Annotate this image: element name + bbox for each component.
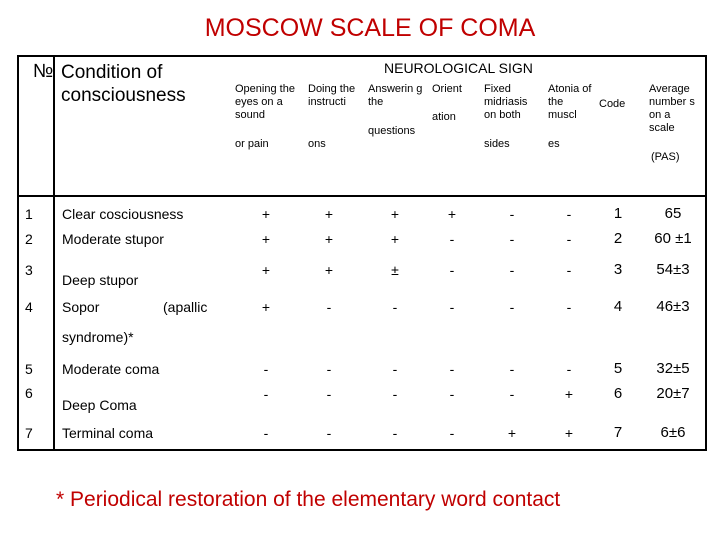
row-condition: Clear cosciousness xyxy=(62,206,184,222)
row-number: 7 xyxy=(25,425,33,441)
row-condition: Sopor xyxy=(62,299,100,315)
average-value: 54±3 xyxy=(656,261,690,278)
row-number: 4 xyxy=(25,299,33,315)
header-average: Average number s on a scale xyxy=(649,83,695,134)
eyes-value: + xyxy=(261,231,271,247)
row-condition: Moderate coma xyxy=(62,361,160,377)
midriasis-value: - xyxy=(509,361,515,377)
header-answering: Answerin g the xyxy=(368,83,423,108)
answering-value: - xyxy=(392,361,398,377)
average-value: 60 ±1 xyxy=(654,230,692,247)
answering-value: + xyxy=(390,206,400,222)
row-condition: Deep stupor xyxy=(62,272,139,288)
row-number: 3 xyxy=(25,262,33,278)
average-value: 65 xyxy=(664,205,682,222)
midriasis-value: - xyxy=(509,231,515,247)
atonia-value: + xyxy=(564,425,574,441)
instructions-value: - xyxy=(326,361,332,377)
instructions-value: - xyxy=(326,299,332,315)
neurological-sign-header: NEUROLOGICAL SIGN xyxy=(384,60,533,76)
answering-value: ± xyxy=(391,262,399,278)
header-answering-cont: questions xyxy=(368,125,416,137)
instructions-value: + xyxy=(324,231,334,247)
code-value: 2 xyxy=(613,230,623,247)
row-number: 5 xyxy=(25,361,33,377)
row-number: 2 xyxy=(25,231,33,247)
row-number: 1 xyxy=(25,206,33,222)
row-condition: Terminal coma xyxy=(62,425,154,441)
instructions-value: + xyxy=(324,206,334,222)
orientation-value: - xyxy=(449,299,455,315)
orientation-value: - xyxy=(449,262,455,278)
code-value: 4 xyxy=(613,298,623,315)
midriasis-value: - xyxy=(509,206,515,222)
condition-header: Condition of consciousness xyxy=(61,62,186,106)
average-value: 20±7 xyxy=(656,385,690,402)
header-atonia-cont: es xyxy=(548,138,560,150)
average-value: 32±5 xyxy=(656,360,690,377)
instructions-value: - xyxy=(326,386,332,402)
instructions-value: + xyxy=(324,262,334,278)
code-value: 3 xyxy=(613,261,623,278)
code-value: 6 xyxy=(613,385,623,402)
average-value: 6±6 xyxy=(660,424,686,441)
average-value: 46±3 xyxy=(656,298,690,315)
header-fixed-midriasis: Fixed midriasis on both xyxy=(484,83,528,121)
atonia-value: - xyxy=(566,206,572,222)
orientation-value: - xyxy=(449,361,455,377)
column-separator xyxy=(53,55,55,451)
orientation-value: - xyxy=(449,231,455,247)
eyes-value: + xyxy=(261,299,271,315)
eyes-value: - xyxy=(263,425,269,441)
header-code: Code xyxy=(599,98,626,110)
midriasis-value: - xyxy=(509,386,515,402)
atonia-value: - xyxy=(566,231,572,247)
footnote: * Periodical restoration of the elementary word contact xyxy=(56,488,561,511)
midriasis-value: - xyxy=(509,299,515,315)
code-value: 1 xyxy=(613,205,623,222)
code-value: 5 xyxy=(613,360,623,377)
instructions-value: - xyxy=(326,425,332,441)
number-header: № xyxy=(33,61,54,82)
row-condition-extra: syndrome)* xyxy=(62,329,134,345)
midriasis-value: - xyxy=(509,262,515,278)
orientation-value: - xyxy=(449,386,455,402)
row-condition: Deep Coma xyxy=(62,397,137,413)
answering-value: + xyxy=(390,231,400,247)
header-doing-instructions-cont: ons xyxy=(308,138,326,150)
orientation-value: + xyxy=(447,206,457,222)
header-separator xyxy=(17,195,707,197)
row-number: 6 xyxy=(25,385,33,401)
header-pas: (PAS) xyxy=(651,151,680,163)
midriasis-value: + xyxy=(507,425,517,441)
atonia-value: + xyxy=(564,386,574,402)
eyes-value: + xyxy=(261,206,271,222)
header-orientation: Orient xyxy=(432,83,462,95)
header-opening-eyes: Opening the eyes on a sound xyxy=(235,83,295,121)
header-opening-eyes-cont: or pain xyxy=(235,138,269,150)
header-fixed-midriasis-cont: sides xyxy=(484,138,510,150)
orientation-value: - xyxy=(449,425,455,441)
eyes-value: - xyxy=(263,361,269,377)
atonia-value: - xyxy=(566,361,572,377)
answering-value: - xyxy=(392,299,398,315)
header-orientation-cont: ation xyxy=(432,111,456,123)
eyes-value: + xyxy=(261,262,271,278)
atonia-value: - xyxy=(566,262,572,278)
answering-value: - xyxy=(392,425,398,441)
header-doing-instructions: Doing the instructi xyxy=(308,83,356,108)
page-title: MOSCOW SCALE OF COMA xyxy=(204,14,536,42)
header-atonia: Atonia of the muscl xyxy=(548,83,592,121)
eyes-value: - xyxy=(263,386,269,402)
code-value: 7 xyxy=(613,424,623,441)
row-condition-extra: (apallic xyxy=(163,299,208,315)
row-condition: Moderate stupor xyxy=(62,231,164,247)
atonia-value: - xyxy=(566,299,572,315)
answering-value: - xyxy=(392,386,398,402)
